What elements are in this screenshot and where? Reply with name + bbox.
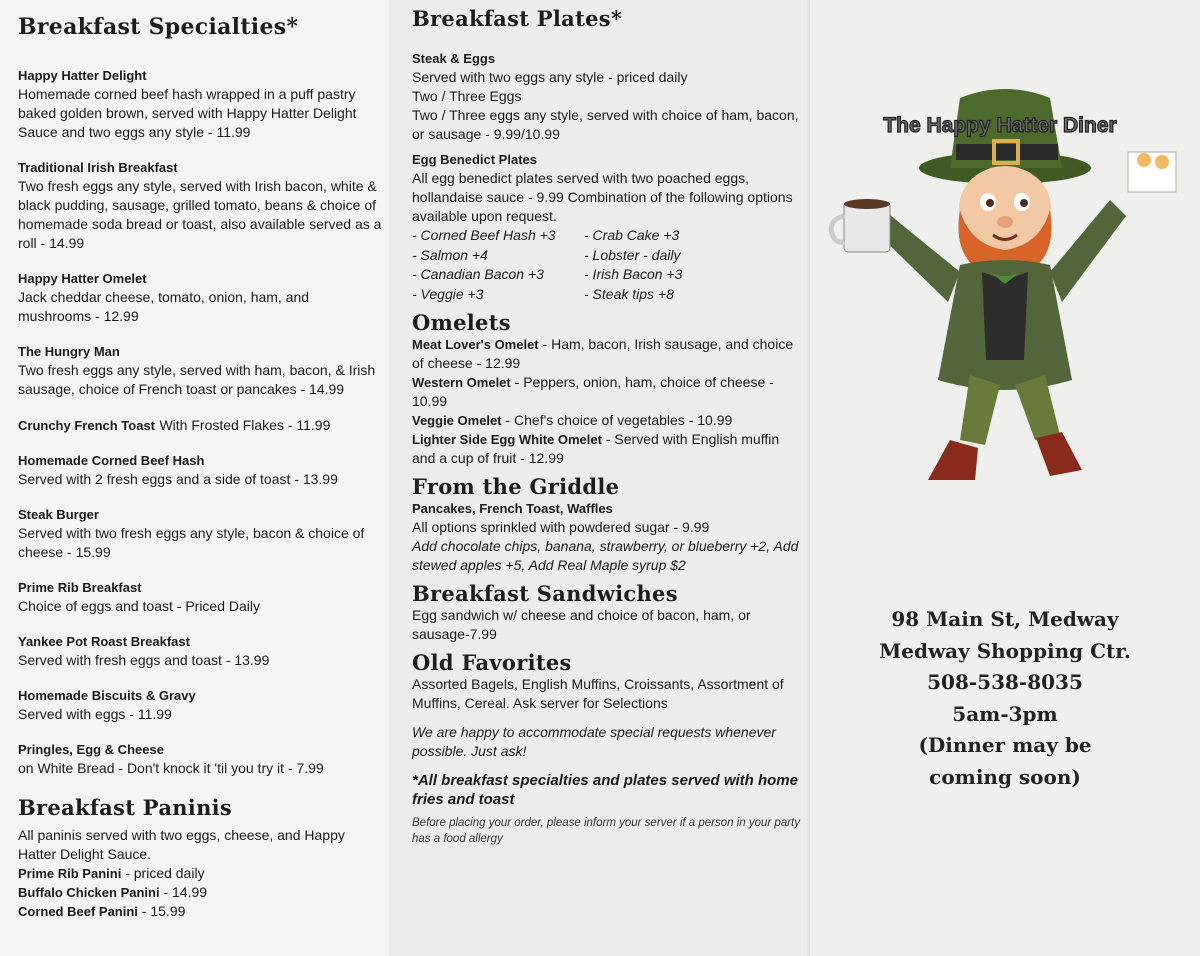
footnote: *All breakfast specialties and plates served with home fries and toast (412, 772, 798, 808)
paninis-list (18, 864, 382, 921)
benedict-option: - Corned Beef Hash +3 (412, 227, 556, 243)
specialty-desc: With Frosted Flakes - 11.99 (159, 417, 331, 433)
panini-item (18, 883, 382, 902)
plates-panel (392, 0, 810, 956)
omelet-item (412, 373, 800, 411)
omelets-heading: Omelets (412, 310, 511, 335)
benedict-option: - Lobster - daily (584, 246, 681, 263)
allergy-note: Before placing your order, please inform your server if a person in your party has a food allergy (412, 817, 800, 845)
panini-name: Buffalo Chicken Panini (18, 885, 160, 900)
benedict-option: - Crab Cake +3 (584, 227, 680, 243)
omelet-desc: - Served with English muffin and a cup of fruit - 12.99 (412, 431, 780, 466)
specialty-desc: Served with fresh eggs and toast - 13.99 (18, 652, 270, 668)
griddle-desc: All options sprinkled with powdered sugar - 9.99 (412, 519, 710, 535)
specialty-name: Homemade Corned Beef Hash (18, 453, 205, 468)
specialty-item (18, 687, 382, 724)
favorites-desc: Assorted Bagels, English Muffins, Croissants, Assortment of Muffins, Cereal. Ask server for Selections (412, 676, 784, 711)
plates-heading: Breakfast Plates* (412, 6, 623, 31)
omelet-desc: - Chef's choice of vegetables - 10.99 (501, 412, 733, 428)
specialty-name: Crunchy French Toast (18, 418, 156, 433)
benedict-name: Egg Benedict Plates (412, 152, 537, 167)
omelet-item (412, 411, 800, 430)
paninis-intro: All paninis served with two eggs, cheese, and Happy Hatter Delight Sauce. (18, 827, 345, 862)
steak-eggs-desc: Served with two eggs any style - priced daily (412, 69, 688, 85)
specialty-name: Prime Rib Breakfast (18, 580, 142, 595)
benedict-option: - Steak tips +8 (584, 285, 674, 302)
sandwich-heading: Breakfast Sandwiches (412, 581, 678, 606)
specialty-item (18, 343, 382, 399)
specialties-list (18, 67, 382, 778)
griddle-name: Pancakes, French Toast, Waffles (412, 501, 613, 516)
omelet-item (412, 335, 800, 373)
specialty-name: Happy Hatter Delight (18, 68, 147, 83)
paninis-heading: Breakfast Paninis (18, 795, 233, 820)
steak-eggs-name: Steak & Eggs (412, 51, 496, 66)
omelet-name: Western Omelet (412, 375, 511, 390)
omelet-desc: - Ham, bacon, Irish sausage, and choice of cheese - 12.99 (412, 336, 794, 371)
omelet-name: Lighter Side Egg White Omelet (412, 432, 602, 447)
specialty-item (18, 416, 382, 435)
omelet-name: Veggie Omelet (412, 413, 502, 428)
omelet-desc: - Peppers, onion, ham, choice of cheese - 10.99 (412, 374, 774, 409)
specialty-desc: Served with 2 fresh eggs and a side of toast - 13.99 (18, 471, 338, 487)
specialty-name: The Hungry Man (18, 344, 120, 359)
panini-name: Prime Rib Panini (18, 866, 122, 881)
panini-item (18, 902, 382, 921)
specialty-name: Yankee Pot Roast Breakfast (18, 634, 190, 649)
specialty-item (18, 452, 382, 489)
panini-price: - 15.99 (137, 903, 186, 919)
specialty-name: Happy Hatter Omelet (18, 271, 147, 286)
panini-price: - 14.99 (159, 884, 208, 900)
omelet-name: Meat Lover's Omelet (412, 337, 539, 352)
two-three-eggs-desc: Two / Three eggs any style, served with choice of ham, bacon, or sausage - 9.99/10.99 (412, 107, 799, 142)
address-line: Medway Shopping Ctr. (879, 638, 1131, 663)
address-line: (Dinner may be (918, 733, 1092, 757)
specialty-name: Pringles, Egg & Cheese (18, 742, 164, 757)
diner-title: The Happy Hatter Diner (883, 114, 1117, 137)
eggs-plate-icon (1128, 152, 1176, 192)
sandwich-desc: Egg sandwich w/ cheese and choice of bacon, ham, or sausage-7.99 (412, 607, 751, 642)
legs-icon (928, 375, 1082, 480)
panini-item (18, 864, 382, 883)
cover-panel (810, 0, 1200, 956)
benedict-option: - Irish Bacon +3 (584, 266, 683, 282)
specialty-item (18, 270, 382, 326)
specialty-name: Homemade Biscuits & Gravy (18, 688, 196, 703)
special-requests-note: We are happy to accommodate special requests whenever possible. Just ask! (412, 724, 776, 759)
specialty-item (18, 159, 382, 253)
address-line: coming soon) (929, 764, 1081, 789)
specialty-desc: on White Bread - Don't knock it 'til you try it - 7.99 (18, 760, 324, 776)
specialty-item (18, 741, 382, 778)
specialty-item (18, 579, 382, 616)
address-block (810, 604, 1200, 793)
address-line: 98 Main St, Medway (891, 607, 1119, 631)
specialty-desc: Served with eggs - 11.99 (18, 706, 172, 722)
omelet-item (412, 430, 800, 468)
griddle-heading: From the Griddle (412, 474, 620, 499)
specialty-desc: Served with two fresh eggs any style, bacon & choice of cheese - 15.99 (18, 525, 365, 560)
benedict-options (412, 226, 800, 304)
panini-price: - priced daily (121, 865, 205, 881)
panini-name: Corned Beef Panini (18, 904, 138, 919)
specialty-name: Traditional Irish Breakfast (18, 160, 178, 175)
specialty-desc: Two fresh eggs any style, served with Irish bacon, white & black pudding, sausage, grilled tomato, beans & choice of homemade soda bread or toast, also available served as a roll - 14.99 (18, 178, 382, 251)
specialty-item (18, 506, 382, 562)
two-three-eggs-name: Two / Three Eggs (412, 88, 522, 104)
specialty-desc: Homemade corned beef hash wrapped in a puff pastry baked golden brown, served with Happy Hatter Delight Sauce and two eggs any style - 11.99 (18, 86, 357, 140)
address-line: 5am-3pm (952, 701, 1058, 726)
specialty-desc: Jack cheddar cheese, tomato, onion, ham, and mushrooms - 12.99 (18, 289, 310, 324)
specialties-heading: Breakfast Specialties* (18, 14, 299, 40)
coffee-mug-icon (831, 199, 890, 252)
benedict-option: - Canadian Bacon +3 (412, 266, 544, 282)
benedict-option: - Salmon +4 (412, 246, 488, 263)
benedict-option: - Veggie +3 (412, 285, 484, 302)
benedict-desc: All egg benedict plates served with two poached eggs, hollandaise sauce - 9.99 Combination of the following options available upon request. (412, 170, 793, 224)
omelets-list (412, 335, 800, 468)
address-line: 508-538-8035 (927, 670, 1083, 694)
specialty-name: Steak Burger (18, 507, 99, 522)
griddle-adds: Add chocolate chips, banana, strawberry, or blueberry +2, Add stewed apples +5, Add Real Maple syrup $2 (412, 538, 799, 573)
specialty-item (18, 67, 382, 142)
specialty-desc: Two fresh eggs any style, served with ham, bacon, & Irish sausage, choice of French toast or pancakes - 14.99 (18, 362, 376, 397)
specialties-panel (0, 0, 392, 956)
specialty-desc: Choice of eggs and toast - Priced Daily (18, 598, 261, 614)
favorites-heading: Old Favorites (412, 650, 572, 675)
specialty-item (18, 633, 382, 670)
